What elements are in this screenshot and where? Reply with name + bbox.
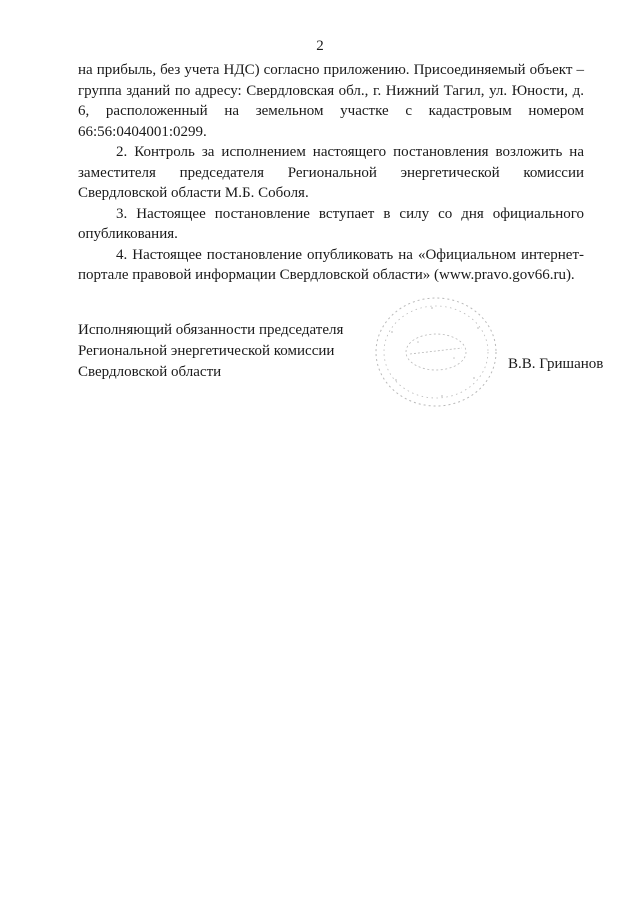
signature-position: [78, 320, 343, 383]
document-body: [78, 60, 584, 286]
official-seal-stamp: [372, 292, 500, 410]
signature-position-line-1: Исполняющий обязанности председателя: [78, 322, 344, 338]
page-number: 2: [316, 38, 324, 54]
paragraph-4-publication: 4. Настоящее постановление опубликовать на «Официальном интернет-портале правовой информации Свердловской области» (www.pravo.gov66.ru).: [78, 246, 584, 283]
paragraph-1-continuation: на прибыль, без учета НДС) согласно приложению. Присоединяемый объект – группа зданий по адресу: Свердловская обл., г. Нижний Тагил, ул. Юности, д. 6, расположенный на земельном участке с кадастровым номером 66:56:0404001:0299.: [78, 62, 584, 140]
signature-position-line-3: Свердловской области: [78, 364, 222, 380]
signature-position-line-2: Региональной энергетической комиссии: [78, 343, 335, 359]
signer-name: В.В. Гришанов: [508, 356, 604, 372]
paragraph-3-effective: 3. Настоящее постановление вступает в силу со дня официального опубликования.: [78, 205, 584, 242]
paragraph-2-control: 2. Контроль за исполнением настоящего постановления возложить на заместителя председателя Региональной энергетической комиссии Свердловской области М.Б. Соболя.: [78, 144, 584, 201]
